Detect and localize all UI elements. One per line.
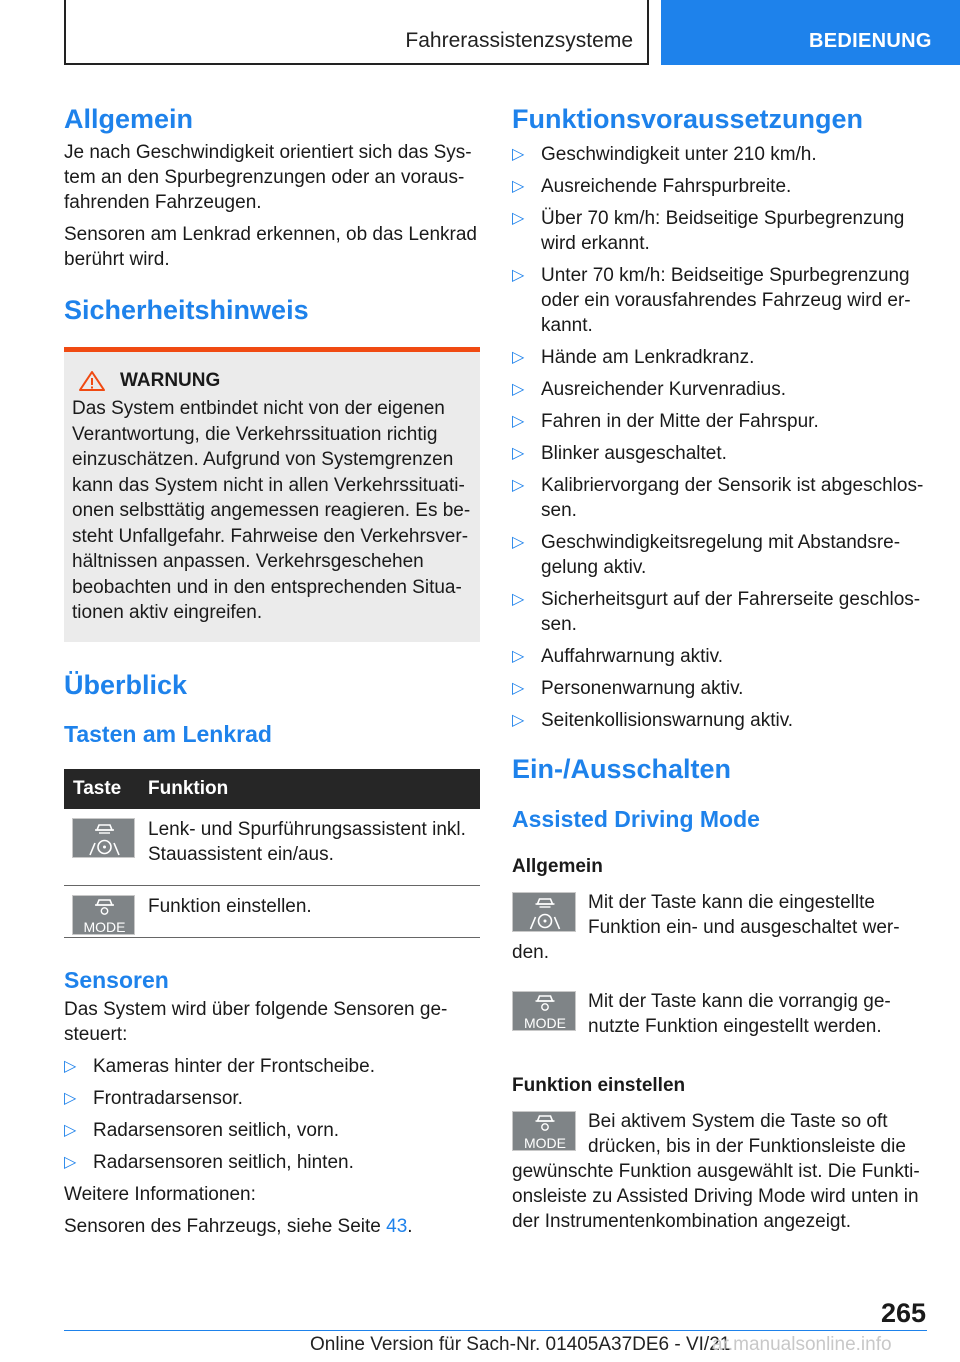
- sensoren-intro: Das System wird über folgende Sensoren ge-steuert:: [64, 998, 448, 1045]
- list-item: ▷ Ausreichende Fahrspurbreite.: [512, 176, 792, 197]
- ueberblick-heading: Überblick: [64, 669, 188, 700]
- list-item: ▷ Seitenkollisionswarnung aktiv.: [512, 710, 794, 731]
- footer-online-version: Online Version für Sach-Nr. 01405A37DE6 - VI/21: [310, 1334, 731, 1355]
- warning-label: WARNUNG: [120, 370, 221, 391]
- table-header-taste: Taste: [64, 769, 148, 809]
- triangle-bullet-icon: ▷: [512, 413, 525, 430]
- triangle-bullet-icon: ▷: [512, 712, 525, 729]
- warning-text: Das System entbindet nicht von der eigenen Verantwortung, die Verkehrssituation richtig einzuschätzen. Aufgrund von Systemgrenzen kann das System nicht in allen Verkehrssituati-onen selbsttätig angemessen reagieren. Es be-steht Unfallgefahr. Fahrweise den Verkehrsver-hältnissen anpassen. Verkehrsgeschehen beobachten und in den entsprechenden Situa-tionen aktiv eingreifen.: [72, 398, 471, 623]
- reference-line: Sensoren des Fahrzeugs, siehe Seite 43.: [64, 1215, 413, 1237]
- buttons-table: [64, 769, 480, 938]
- ein-aus-heading: Ein-/Ausschalten: [512, 754, 732, 784]
- mode-button-label: MODE: [83, 918, 126, 935]
- warning-triangle-icon: [78, 370, 106, 392]
- right-column: [512, 102, 926, 1234]
- header-chapter-title: BEDIENUNG: [809, 30, 932, 52]
- footer-divider: [64, 1330, 927, 1331]
- triangle-bullet-icon: ▷: [64, 1089, 77, 1107]
- funktion-heading: Funktionsvoraussetzungen: [512, 104, 864, 134]
- allgemein-subheading: Allgemein: [512, 856, 603, 877]
- mode-button-label: MODE: [524, 1015, 566, 1031]
- triangle-bullet-icon: ▷: [512, 381, 525, 398]
- warning-box: [64, 347, 480, 642]
- triangle-bullet-icon: ▷: [512, 210, 525, 227]
- allgemein-block-1: [512, 890, 926, 965]
- triangle-bullet-icon: ▷: [512, 349, 525, 366]
- funktion-list: [512, 142, 926, 733]
- mode-button-icon: [512, 991, 576, 1031]
- list-item: ▷ Fahren in der Mitte der Fahrspur.: [512, 411, 819, 432]
- triangle-bullet-icon: ▷: [512, 178, 525, 195]
- einstellen-subheading: Funktion einstellen: [512, 1075, 686, 1096]
- triangle-bullet-icon: ▷: [512, 648, 525, 665]
- einstellen-text: Bei aktivem System die Taste so oft drücken, bis in der Funktionsleiste die gewünschte Funktion ausgewählt ist. Die Funkti-onsleiste zu Assisted Driving Mode wird unten in der Instrumentenkombination angezeigt.: [512, 1111, 920, 1232]
- list-item: ▷ Personenwarnung aktiv.: [512, 678, 744, 699]
- triangle-bullet-icon: ▷: [64, 1121, 77, 1139]
- list-item: ▷ Unter 70 km/h: Beidseitige Spurbegrenzung oder ein vorausfahrendes Fahrzeug wird er-kannt.: [512, 265, 911, 336]
- list-item: ▷ Geschwindigkeitsregelung mit Abstandsre-gelung aktiv.: [512, 532, 901, 578]
- sensoren-heading: Sensoren: [64, 966, 169, 993]
- lane-assist-button-icon: [512, 892, 576, 932]
- mode-button-label: MODE: [524, 1135, 566, 1151]
- tasten-heading: Tasten am Lenkrad: [64, 720, 272, 747]
- list-item: ▷ Kameras hinter der Frontscheibe.: [64, 1055, 375, 1077]
- allgemein-text-2: Mit der Taste kann die vorrangig ge-nutzte Funktion eingestellt werden.: [588, 991, 891, 1037]
- table-header-funktion: Funktion: [148, 769, 480, 809]
- list-item: ▷ Blinker ausgeschaltet.: [512, 443, 727, 464]
- triangle-bullet-icon: ▷: [64, 1153, 77, 1171]
- list-item: ▷ Geschwindigkeit unter 210 km/h.: [512, 144, 817, 165]
- triangle-bullet-icon: ▷: [512, 680, 525, 697]
- allgemein-block-2: [512, 989, 926, 1039]
- sicherheit-heading: Sicherheitshinweis: [64, 295, 309, 325]
- list-item: ▷ Radarsensoren seitlich, hinten.: [64, 1151, 354, 1173]
- mode-button-icon: [72, 895, 135, 935]
- list-item: ▷ Über 70 km/h: Beidseitige Spurbegrenzung wird erkannt.: [512, 208, 905, 254]
- page-reference-link[interactable]: 43: [386, 1215, 408, 1237]
- left-column: [64, 102, 480, 1239]
- triangle-bullet-icon: ▷: [512, 267, 525, 284]
- warning-header: [78, 370, 472, 392]
- triangle-bullet-icon: ▷: [512, 477, 525, 494]
- table-row: [64, 885, 480, 937]
- allgemein-heading: Allgemein: [64, 104, 194, 134]
- triangle-bullet-icon: ▷: [512, 534, 525, 551]
- einstellen-block: [512, 1109, 926, 1234]
- weitere-info: Weitere Informationen:: [64, 1183, 256, 1205]
- triangle-bullet-icon: ▷: [64, 1057, 77, 1075]
- mode-button-icon: [512, 1111, 576, 1151]
- list-item: ▷ Kalibriervorgang der Sensorik ist abgeschlos-sen.: [512, 475, 924, 521]
- table-cell-function: Lenk- und Spurführungsassistent inkl. Stauassistent ein/aus.: [148, 809, 480, 886]
- list-item: ▷ Sicherheitsgurt auf der Fahrerseite geschlos-sen.: [512, 589, 921, 635]
- header-section-tab: [64, 0, 649, 65]
- table-cell-function: Funktion einstellen.: [148, 885, 480, 937]
- header-section-title: Fahrerassistenzsysteme: [405, 29, 633, 52]
- list-item: ▷ Radarsensoren seitlich, vorn.: [64, 1119, 340, 1141]
- table-row: [64, 809, 480, 886]
- lane-assist-button-icon: [72, 818, 135, 858]
- adm-heading: Assisted Driving Mode: [512, 806, 760, 832]
- allgemein-text-1: Mit der Taste kann die eingestellte Funktion ein- und ausgeschaltet wer-den.: [512, 892, 900, 963]
- sensoren-list: [64, 1054, 480, 1175]
- list-item: ▷ Auffahrwarnung aktiv.: [512, 646, 724, 667]
- footer-watermark: ar.manualsonline.info: [712, 1334, 892, 1355]
- header-chapter-tab: [661, 0, 960, 65]
- triangle-bullet-icon: ▷: [512, 445, 525, 462]
- list-item: ▷ Hände am Lenkradkranz.: [512, 347, 755, 368]
- table-header-row: [64, 769, 480, 809]
- list-item: ▷ Frontradarsensor.: [64, 1087, 243, 1109]
- triangle-bullet-icon: ▷: [512, 146, 525, 163]
- allgemein-paragraph-2: Sensoren am Lenkrad erkennen, ob das Lenkrad berührt wird.: [64, 224, 477, 270]
- allgemein-paragraph-1: Je nach Geschwindigkeit orientiert sich das Sys-tem an den Spurbegrenzungen oder an voraus-fahrenden Fahrzeugen.: [64, 142, 472, 213]
- triangle-bullet-icon: ▷: [512, 591, 525, 608]
- page-number: 265: [880, 1298, 926, 1328]
- list-item: ▷ Ausreichender Kurvenradius.: [512, 379, 787, 400]
